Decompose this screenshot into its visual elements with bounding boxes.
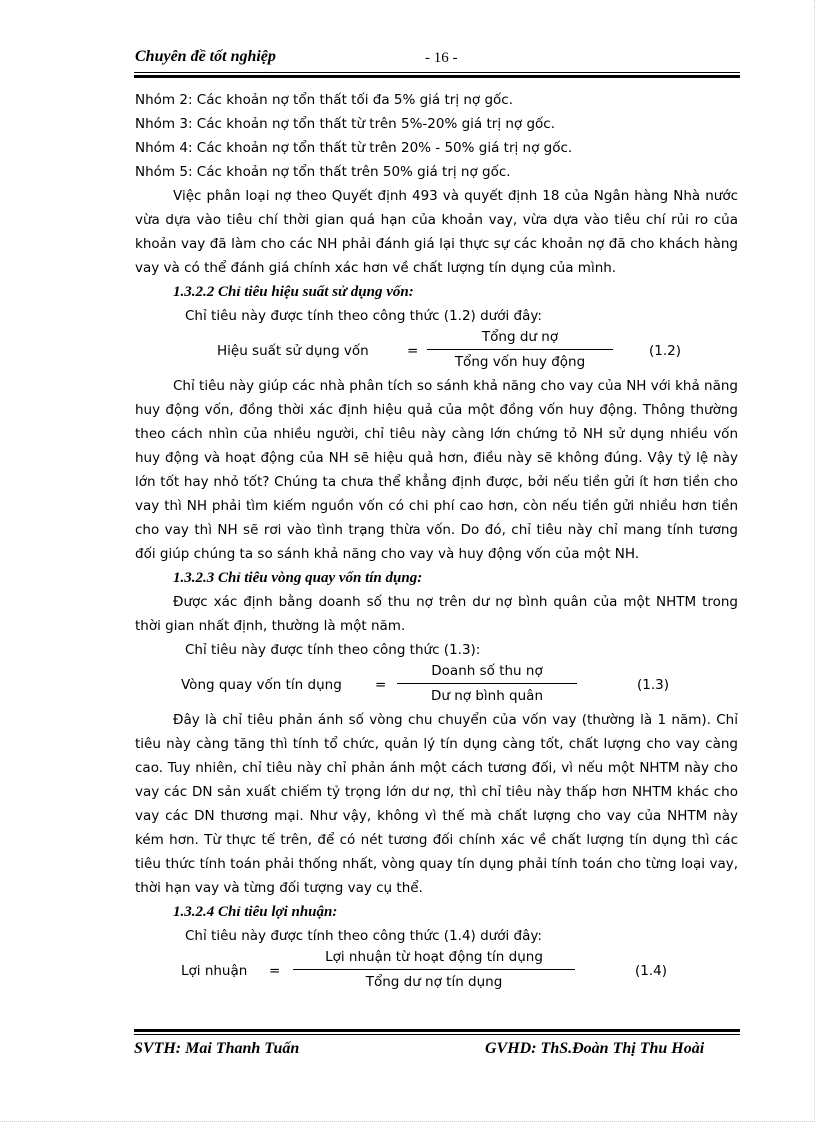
formula-fraction	[427, 326, 613, 373]
formula-numerator: Tổng dư nợ	[481, 329, 559, 345]
header-title: Chuyên đề tốt nghiệp	[135, 48, 276, 65]
footer-rule-thick	[134, 1029, 740, 1032]
turnover-paragraph: Đây là chỉ tiêu phản ánh số vòng chu chuyển của vốn vay (thường là 1 năm). Chỉ tiêu này càng tăng thì tính tổ chức, quản lý tín dụng càng tốt, chất lượng cho vay càng cao. Tuy nhiên, chỉ tiêu này chỉ phản ánh một cách tương đối, vì nếu một NHTM này cho vay các DN sản xuất chiếm tỷ trọng lớn dư nợ, thì chỉ tiêu này thấp hơn NHTM khác cho vay các DN thương mại. Như vậy, không vì thế mà chất lượng cho vay của NHTM này kém hơn. Từ thực tế trên, để có nét tương đối chính xác về chất lượng tín dụng thì các tiêu thức tính toán phải thống nhất, vòng quay tín dụng phải tính toán cho từng loại vay, thời hạn vay và từng đối tượng vay cụ thể.	[135, 712, 738, 896]
header-rule-thick	[134, 75, 740, 78]
classification-paragraph: Việc phân loại nợ theo Quyết định 493 và quyết định 18 của Ngân hàng Nhà nước vừa dựa vào tiêu chí thời gian quá hạn của khoản vay, vừa dựa vào tiêu chí rủi ro của khoản vay đã làm cho các NH phải đánh giá lại thực sự các khoản nợ đã cho khách hàng vay và có thể đánh giá chính xác hơn về chất lượng tín dụng của mình.	[135, 188, 738, 276]
formula-number: (1.4)	[635, 963, 668, 979]
formula-denominator: Tổng dư nợ tín dụng	[365, 974, 503, 990]
formula-label: Vòng quay vốn tín dụng	[181, 677, 342, 693]
footer-advisor: GVHD: ThS.Đoàn Thị Thu Hoài	[485, 1040, 705, 1057]
fraction-bar	[293, 969, 575, 970]
formula-fraction	[397, 660, 577, 707]
formula-equals: =	[269, 963, 281, 979]
formula-denominator: Tổng vốn huy động	[454, 354, 586, 370]
formula-1-4	[135, 948, 738, 994]
page-body	[135, 88, 738, 994]
footer-rule-thin	[134, 1034, 740, 1035]
formula-equals: =	[375, 677, 387, 693]
section-heading-1322: 1.3.2.2 Chỉ tiêu hiệu suất sử dụng vốn:	[173, 284, 414, 300]
formula-label: Hiệu suất sử dụng vốn	[217, 343, 369, 359]
formula-lead-1-3: Chỉ tiêu này được tính theo công thức (1.3):	[185, 642, 481, 658]
formula-numerator: Lợi nhuận từ hoạt động tín dụng	[325, 949, 543, 965]
formula-number: (1.3)	[637, 677, 670, 693]
formula-1-3	[135, 662, 738, 708]
group-5-line: Nhóm 5: Các khoản nợ tổn thất trên 50% giá trị nợ gốc.	[135, 164, 511, 180]
formula-lead-1-2: Chỉ tiêu này được tính theo công thức (1.2) dưới đây:	[185, 308, 542, 324]
group-3-line: Nhóm 3: Các khoản nợ tổn thất từ trên 5%-20% giá trị nợ gốc.	[135, 116, 556, 132]
header-rule-thin	[134, 72, 740, 73]
turnover-intro: Được xác định bằng doanh số thu nợ trên dư nợ bình quân của một NHTM trong thời gian nhất định, thường là một năm.	[135, 594, 738, 634]
section-heading-1324: 1.3.2.4 Chỉ tiêu lợi nhuận:	[173, 904, 338, 920]
page-number: - 16 -	[425, 50, 458, 66]
formula-number: (1.2)	[649, 343, 682, 359]
group-2-line: Nhóm 2: Các khoản nợ tổn thất tối đa 5% giá trị nợ gốc.	[135, 92, 514, 108]
formula-denominator: Dư nợ bình quân	[430, 688, 544, 704]
fraction-bar	[397, 683, 577, 684]
formula-lead-1-4: Chỉ tiêu này được tính theo công thức (1.4) dưới đây:	[185, 928, 542, 944]
formula-numerator: Doanh số thu nợ	[431, 663, 543, 679]
group-4-line: Nhóm 4: Các khoản nợ tổn thất từ trên 20% - 50% giá trị nợ gốc.	[135, 140, 573, 156]
section-heading-1323: 1.3.2.3 Chỉ tiêu vòng quay vốn tín dụng:	[173, 570, 423, 586]
footer-student: SVTH: Mai Thanh Tuấn	[134, 1040, 300, 1057]
efficiency-paragraph: Chỉ tiêu này giúp các nhà phân tích so sánh khả năng cho vay của NH với khả năng huy động vốn, đồng thời xác định hiệu quả của một đồng vốn huy động. Thông thường theo cách nhìn của nhiều người, chỉ tiêu này càng lớn chứng tỏ NH sử dụng nhiều vốn huy động và hoạt động của NH sẽ hiệu quả hơn, điều này sẽ không đúng. Vậy tỷ lệ này lớn tốt hay nhỏ tốt? Chúng ta chưa thể khẳng định được, bởi nếu tiền gửi ít hơn tiền cho vay thì NH phải tìm kiếm nguồn vốn có chi phí cao hơn, còn nếu tiền gửi nhiều hơn tiền cho vay thì NH sẽ rơi vào tình trạng thừa vốn. Do đó, chỉ tiêu này chỉ mang tính tương đối giúp chúng ta so sánh khả năng cho vay và huy động vốn của một NH.	[135, 378, 738, 562]
fraction-bar	[427, 349, 613, 350]
formula-equals: =	[407, 343, 419, 359]
formula-fraction	[293, 946, 575, 993]
formula-label: Lợi nhuận	[181, 963, 248, 979]
formula-1-2	[135, 328, 738, 374]
